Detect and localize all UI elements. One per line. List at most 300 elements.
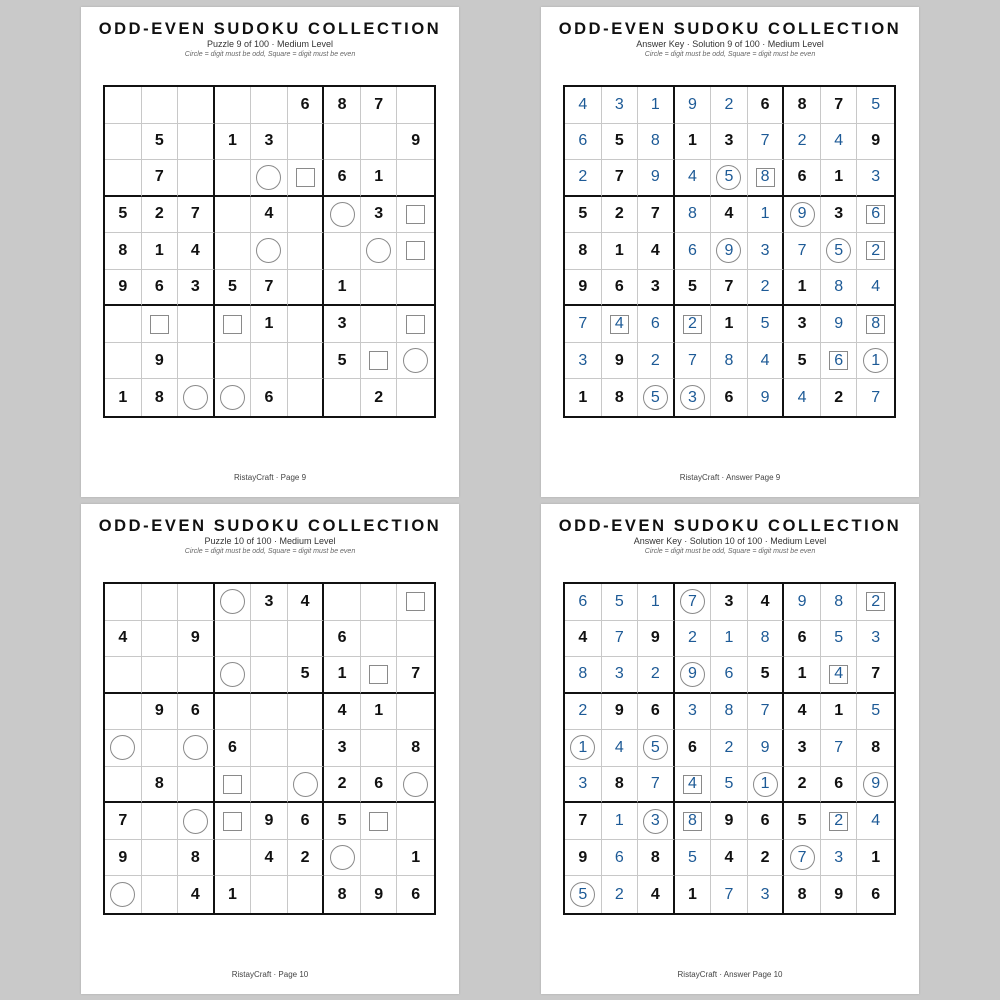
page-subtitle: Puzzle 10 of 100 · Medium Level xyxy=(204,536,336,546)
grid-cell xyxy=(361,306,398,343)
odd-circle-marker xyxy=(256,165,281,190)
grid-cell xyxy=(748,584,785,621)
grid-cell xyxy=(105,621,142,658)
grid-cell xyxy=(324,840,361,877)
given-digit: 7 xyxy=(374,95,384,113)
grid-cell xyxy=(565,767,602,804)
given-digit: 2 xyxy=(374,388,384,406)
grid-cell xyxy=(288,306,325,343)
grid-cell xyxy=(142,306,179,343)
grid-cell xyxy=(638,160,675,197)
solution-digit: 1 xyxy=(614,812,624,830)
grid-cell xyxy=(397,124,434,161)
given-digit: 2 xyxy=(797,775,807,793)
grid-cell xyxy=(178,124,215,161)
grid-cell xyxy=(288,694,325,731)
given-digit: 7 xyxy=(411,665,421,683)
given-digit: 4 xyxy=(264,848,274,866)
grid-cell xyxy=(857,657,894,694)
solution-digit: 4 xyxy=(834,665,844,683)
given-digit: 5 xyxy=(760,665,770,683)
grid-cell xyxy=(821,87,858,124)
grid-cell xyxy=(784,767,821,804)
grid-cell xyxy=(675,197,712,234)
grid-cell xyxy=(565,270,602,307)
grid-cell xyxy=(711,876,748,913)
grid-cell xyxy=(675,233,712,270)
grid-cell xyxy=(324,306,361,343)
grid-cell xyxy=(821,840,858,877)
grid-cell xyxy=(397,233,434,270)
given-digit: 3 xyxy=(264,592,274,610)
grid-cell xyxy=(251,197,288,234)
grid-cell xyxy=(675,584,712,621)
given-digit: 3 xyxy=(724,592,734,610)
grid-cell xyxy=(748,803,785,840)
even-square-marker xyxy=(406,592,425,611)
grid-cell xyxy=(105,730,142,767)
grid-cell xyxy=(638,767,675,804)
given-digit: 7 xyxy=(724,278,734,296)
given-digit: 2 xyxy=(337,775,347,793)
grid-cell xyxy=(638,379,675,416)
given-digit: 1 xyxy=(411,848,421,866)
grid-cell xyxy=(638,694,675,731)
given-digit: 4 xyxy=(190,885,200,903)
grid-cell xyxy=(711,584,748,621)
given-digit: 6 xyxy=(797,168,807,186)
grid-cell xyxy=(784,87,821,124)
grid-cell xyxy=(711,803,748,840)
grid-cell xyxy=(602,343,639,380)
solution-digit: 4 xyxy=(834,132,844,150)
grid-cell xyxy=(784,233,821,270)
given-digit: 3 xyxy=(264,132,274,150)
grid-cell xyxy=(361,87,398,124)
grid-cell xyxy=(602,306,639,343)
grid-cell xyxy=(675,87,712,124)
grid-cell xyxy=(251,694,288,731)
grid-cell xyxy=(215,233,252,270)
grid-cell xyxy=(565,306,602,343)
grid-cell xyxy=(397,270,434,307)
grid-cell xyxy=(288,197,325,234)
grid-cell xyxy=(748,233,785,270)
grid-cell xyxy=(178,621,215,658)
grid-cell xyxy=(397,767,434,804)
given-digit: 4 xyxy=(724,848,734,866)
solution-digit: 3 xyxy=(687,702,697,720)
given-digit: 8 xyxy=(578,241,588,259)
grid-cell xyxy=(215,767,252,804)
given-digit: 8 xyxy=(797,95,807,113)
grid-cell xyxy=(105,803,142,840)
solution-digit: 2 xyxy=(578,702,588,720)
grid-cell xyxy=(361,876,398,913)
rules-note: Circle = digit must be odd, Square = digit must be even xyxy=(644,51,816,58)
grid-cell xyxy=(397,694,434,731)
grid-cell xyxy=(105,840,142,877)
given-digit: 3 xyxy=(834,205,844,223)
given-digit: 6 xyxy=(264,388,274,406)
grid-cell xyxy=(215,840,252,877)
grid-cell xyxy=(251,379,288,416)
even-square-marker xyxy=(369,351,388,370)
grid-cell xyxy=(857,730,894,767)
answer-page-10 xyxy=(541,504,919,994)
given-digit: 3 xyxy=(797,738,807,756)
grid-cell xyxy=(215,657,252,694)
given-digit: 3 xyxy=(337,738,347,756)
grid-cell xyxy=(675,803,712,840)
grid-cell xyxy=(361,730,398,767)
solution-digit: 4 xyxy=(614,738,624,756)
odd-circle-marker xyxy=(110,882,135,907)
given-digit: 9 xyxy=(154,351,164,369)
grid-cell xyxy=(251,87,288,124)
grid-cell xyxy=(178,584,215,621)
grid-cell xyxy=(784,270,821,307)
page-footer: RistayCraft · Answer Page 9 xyxy=(679,473,781,482)
solution-digit: 5 xyxy=(724,775,734,793)
solution-digit: 8 xyxy=(760,168,770,186)
grid-cell xyxy=(784,694,821,731)
grid-cell xyxy=(178,876,215,913)
grid-cell xyxy=(288,840,325,877)
grid-cell xyxy=(602,270,639,307)
grid-cell xyxy=(565,803,602,840)
grid-cell xyxy=(711,87,748,124)
grid-cell xyxy=(638,233,675,270)
grid-cell xyxy=(105,343,142,380)
grid-cell xyxy=(784,379,821,416)
grid-cell xyxy=(178,767,215,804)
grid-cell xyxy=(324,379,361,416)
grid-cell xyxy=(288,160,325,197)
solution-digit: 4 xyxy=(760,351,770,369)
given-digit: 8 xyxy=(614,775,624,793)
given-digit: 9 xyxy=(578,278,588,296)
given-digit: 9 xyxy=(614,351,624,369)
given-digit: 4 xyxy=(118,629,128,647)
solution-digit: 7 xyxy=(871,388,881,406)
grid-cell xyxy=(324,621,361,658)
given-digit: 9 xyxy=(871,132,881,150)
grid-cell xyxy=(565,657,602,694)
solution-digit: 6 xyxy=(724,665,734,683)
grid-cell xyxy=(215,621,252,658)
grid-cell xyxy=(748,306,785,343)
solution-digit: 5 xyxy=(760,315,770,333)
grid-cell xyxy=(361,694,398,731)
grid-cell xyxy=(565,87,602,124)
solution-digit: 2 xyxy=(871,241,881,259)
grid-cell xyxy=(105,694,142,731)
grid-cell xyxy=(675,379,712,416)
solution-digit: 6 xyxy=(578,592,588,610)
grid-cell xyxy=(397,379,434,416)
grid-cell xyxy=(821,160,858,197)
given-digit: 3 xyxy=(337,315,347,333)
grid-cell xyxy=(748,197,785,234)
grid-cell xyxy=(142,803,179,840)
given-digit: 8 xyxy=(614,388,624,406)
grid-cell xyxy=(288,87,325,124)
odd-circle-marker xyxy=(403,348,428,373)
grid-cell xyxy=(397,876,434,913)
grid-cell xyxy=(361,621,398,658)
grid-cell xyxy=(821,803,858,840)
grid-cell xyxy=(821,621,858,658)
grid-cell xyxy=(711,694,748,731)
grid-cell xyxy=(748,270,785,307)
grid-cell xyxy=(638,584,675,621)
grid-cell xyxy=(288,233,325,270)
grid-cell xyxy=(215,306,252,343)
grid-cell xyxy=(288,379,325,416)
grid-cell xyxy=(638,803,675,840)
grid-cell xyxy=(821,197,858,234)
grid-cell xyxy=(857,621,894,658)
grid-cell xyxy=(857,767,894,804)
grid-cell xyxy=(821,124,858,161)
grid-cell xyxy=(784,197,821,234)
grid-cell xyxy=(748,876,785,913)
given-digit: 3 xyxy=(650,278,660,296)
given-digit: 6 xyxy=(797,629,807,647)
grid-cell xyxy=(324,160,361,197)
given-digit: 3 xyxy=(190,278,200,296)
solution-digit: 4 xyxy=(871,278,881,296)
solution-digit: 9 xyxy=(650,168,660,186)
grid-cell xyxy=(251,840,288,877)
grid-cell xyxy=(324,694,361,731)
grid-cell xyxy=(324,87,361,124)
grid-cell xyxy=(397,306,434,343)
given-digit: 6 xyxy=(650,702,660,720)
solution-digit: 2 xyxy=(614,885,624,903)
grid-cell xyxy=(105,657,142,694)
grid-cell xyxy=(215,803,252,840)
given-digit: 8 xyxy=(154,388,164,406)
grid-cell xyxy=(142,197,179,234)
grid-cell xyxy=(675,840,712,877)
page-footer: RistayCraft · Answer Page 10 xyxy=(677,970,783,979)
grid-cell xyxy=(784,803,821,840)
solution-digit: 7 xyxy=(614,629,624,647)
grid-cell xyxy=(675,621,712,658)
grid-cell xyxy=(821,343,858,380)
solution-digit: 5 xyxy=(834,629,844,647)
solution-digit: 3 xyxy=(871,629,881,647)
grid-cell xyxy=(397,584,434,621)
grid-cell xyxy=(748,160,785,197)
grid-cell xyxy=(565,343,602,380)
given-digit: 8 xyxy=(154,775,164,793)
grid-cell xyxy=(857,343,894,380)
grid-cell xyxy=(565,694,602,731)
grid-cell xyxy=(565,876,602,913)
grid-cell xyxy=(565,621,602,658)
grid-cell xyxy=(675,767,712,804)
grid-cell xyxy=(324,124,361,161)
grid-cell xyxy=(215,584,252,621)
grid-cell xyxy=(397,657,434,694)
grid-cell xyxy=(142,160,179,197)
given-digit: 3 xyxy=(374,205,384,223)
grid-cell xyxy=(178,233,215,270)
grid-cell xyxy=(711,730,748,767)
solution-digit: 8 xyxy=(834,278,844,296)
grid-cell xyxy=(821,270,858,307)
given-digit: 6 xyxy=(300,812,310,830)
grid-cell xyxy=(638,657,675,694)
grid-cell xyxy=(602,233,639,270)
grid-cell xyxy=(397,730,434,767)
grid-cell xyxy=(784,124,821,161)
given-digit: 1 xyxy=(264,315,274,333)
solution-digit: 7 xyxy=(578,315,588,333)
grid-cell xyxy=(105,197,142,234)
solution-digit: 7 xyxy=(724,885,734,903)
grid-cell xyxy=(857,197,894,234)
grid-cell xyxy=(857,160,894,197)
grid-cell xyxy=(324,657,361,694)
grid-cell xyxy=(251,767,288,804)
grid-cell xyxy=(288,124,325,161)
page-subtitle: Answer Key · Solution 9 of 100 · Medium Level xyxy=(636,39,824,49)
given-digit: 4 xyxy=(650,241,660,259)
even-square-marker xyxy=(369,665,388,684)
given-digit: 2 xyxy=(614,205,624,223)
grid-cell xyxy=(675,730,712,767)
solution-digit: 5 xyxy=(834,241,844,259)
grid-cell xyxy=(142,876,179,913)
grid-cell xyxy=(784,876,821,913)
given-digit: 2 xyxy=(834,388,844,406)
answer-page-9 xyxy=(541,7,919,497)
grid-cell xyxy=(142,343,179,380)
given-digit: 6 xyxy=(411,885,421,903)
given-digit: 6 xyxy=(760,95,770,113)
solution-digit: 7 xyxy=(687,592,697,610)
grid-cell xyxy=(361,270,398,307)
even-square-marker xyxy=(223,812,242,831)
grid-cell xyxy=(821,730,858,767)
odd-circle-marker xyxy=(330,202,355,227)
given-digit: 9 xyxy=(154,702,164,720)
grid-cell xyxy=(638,621,675,658)
given-digit: 7 xyxy=(264,278,274,296)
solution-digit: 8 xyxy=(724,702,734,720)
solution-digit: 3 xyxy=(614,95,624,113)
given-digit: 6 xyxy=(300,95,310,113)
grid-cell xyxy=(711,124,748,161)
given-digit: 5 xyxy=(614,132,624,150)
puzzle-page-10 xyxy=(81,504,459,994)
given-digit: 5 xyxy=(337,812,347,830)
solution-digit: 4 xyxy=(687,168,697,186)
given-digit: 7 xyxy=(118,812,128,830)
given-digit: 1 xyxy=(337,665,347,683)
grid-cell xyxy=(361,233,398,270)
grid-cell xyxy=(711,379,748,416)
grid-cell xyxy=(638,197,675,234)
given-digit: 8 xyxy=(797,885,807,903)
grid-cell xyxy=(821,694,858,731)
solution-digit: 1 xyxy=(650,95,660,113)
solution-digit: 6 xyxy=(687,241,697,259)
solution-digit: 3 xyxy=(614,665,624,683)
grid-cell xyxy=(142,233,179,270)
page-subtitle: Puzzle 9 of 100 · Medium Level xyxy=(206,39,334,49)
grid-cell xyxy=(215,160,252,197)
given-digit: 3 xyxy=(724,132,734,150)
given-digit: 1 xyxy=(227,132,237,150)
given-digit: 1 xyxy=(871,848,881,866)
grid-cell xyxy=(748,730,785,767)
grid-cell xyxy=(361,160,398,197)
grid-cell xyxy=(821,584,858,621)
grid-cell xyxy=(142,124,179,161)
solution-digit: 6 xyxy=(834,351,844,369)
grid-cell xyxy=(857,803,894,840)
grid-cell xyxy=(288,657,325,694)
given-digit: 7 xyxy=(871,665,881,683)
grid-cell xyxy=(324,767,361,804)
grid-cell xyxy=(821,233,858,270)
grid-cell xyxy=(178,730,215,767)
grid-cell xyxy=(324,343,361,380)
grid-cell xyxy=(602,87,639,124)
solution-digit: 2 xyxy=(578,168,588,186)
solution-digit: 6 xyxy=(650,315,660,333)
given-digit: 1 xyxy=(797,278,807,296)
grid-cell xyxy=(711,233,748,270)
grid-cell xyxy=(105,306,142,343)
grid-cell xyxy=(857,124,894,161)
grid-cell xyxy=(288,876,325,913)
odd-circle-marker xyxy=(183,735,208,760)
grid-cell xyxy=(638,124,675,161)
grid-cell xyxy=(142,379,179,416)
solution-digit: 7 xyxy=(760,702,770,720)
page-title: ODD-EVEN SUDOKU COLLECTION xyxy=(558,20,902,38)
solution-digit: 9 xyxy=(797,592,807,610)
given-digit: 2 xyxy=(300,848,310,866)
grid-cell xyxy=(602,840,639,877)
grid-cell xyxy=(857,233,894,270)
given-digit: 9 xyxy=(650,629,660,647)
grid-cell xyxy=(638,87,675,124)
grid-cell xyxy=(711,160,748,197)
given-digit: 6 xyxy=(337,168,347,186)
grid-cell xyxy=(748,343,785,380)
given-digit: 7 xyxy=(578,812,588,830)
solution-digit: 6 xyxy=(614,848,624,866)
grid-cell xyxy=(251,657,288,694)
grid-cell xyxy=(105,584,142,621)
given-digit: 5 xyxy=(578,205,588,223)
given-digit: 2 xyxy=(154,205,164,223)
grid-cell xyxy=(178,694,215,731)
given-digit: 1 xyxy=(337,278,347,296)
grid-cell xyxy=(397,87,434,124)
solution-digit: 3 xyxy=(687,388,697,406)
page-title: ODD-EVEN SUDOKU COLLECTION xyxy=(98,20,442,38)
grid-cell xyxy=(215,270,252,307)
grid-cell xyxy=(215,730,252,767)
